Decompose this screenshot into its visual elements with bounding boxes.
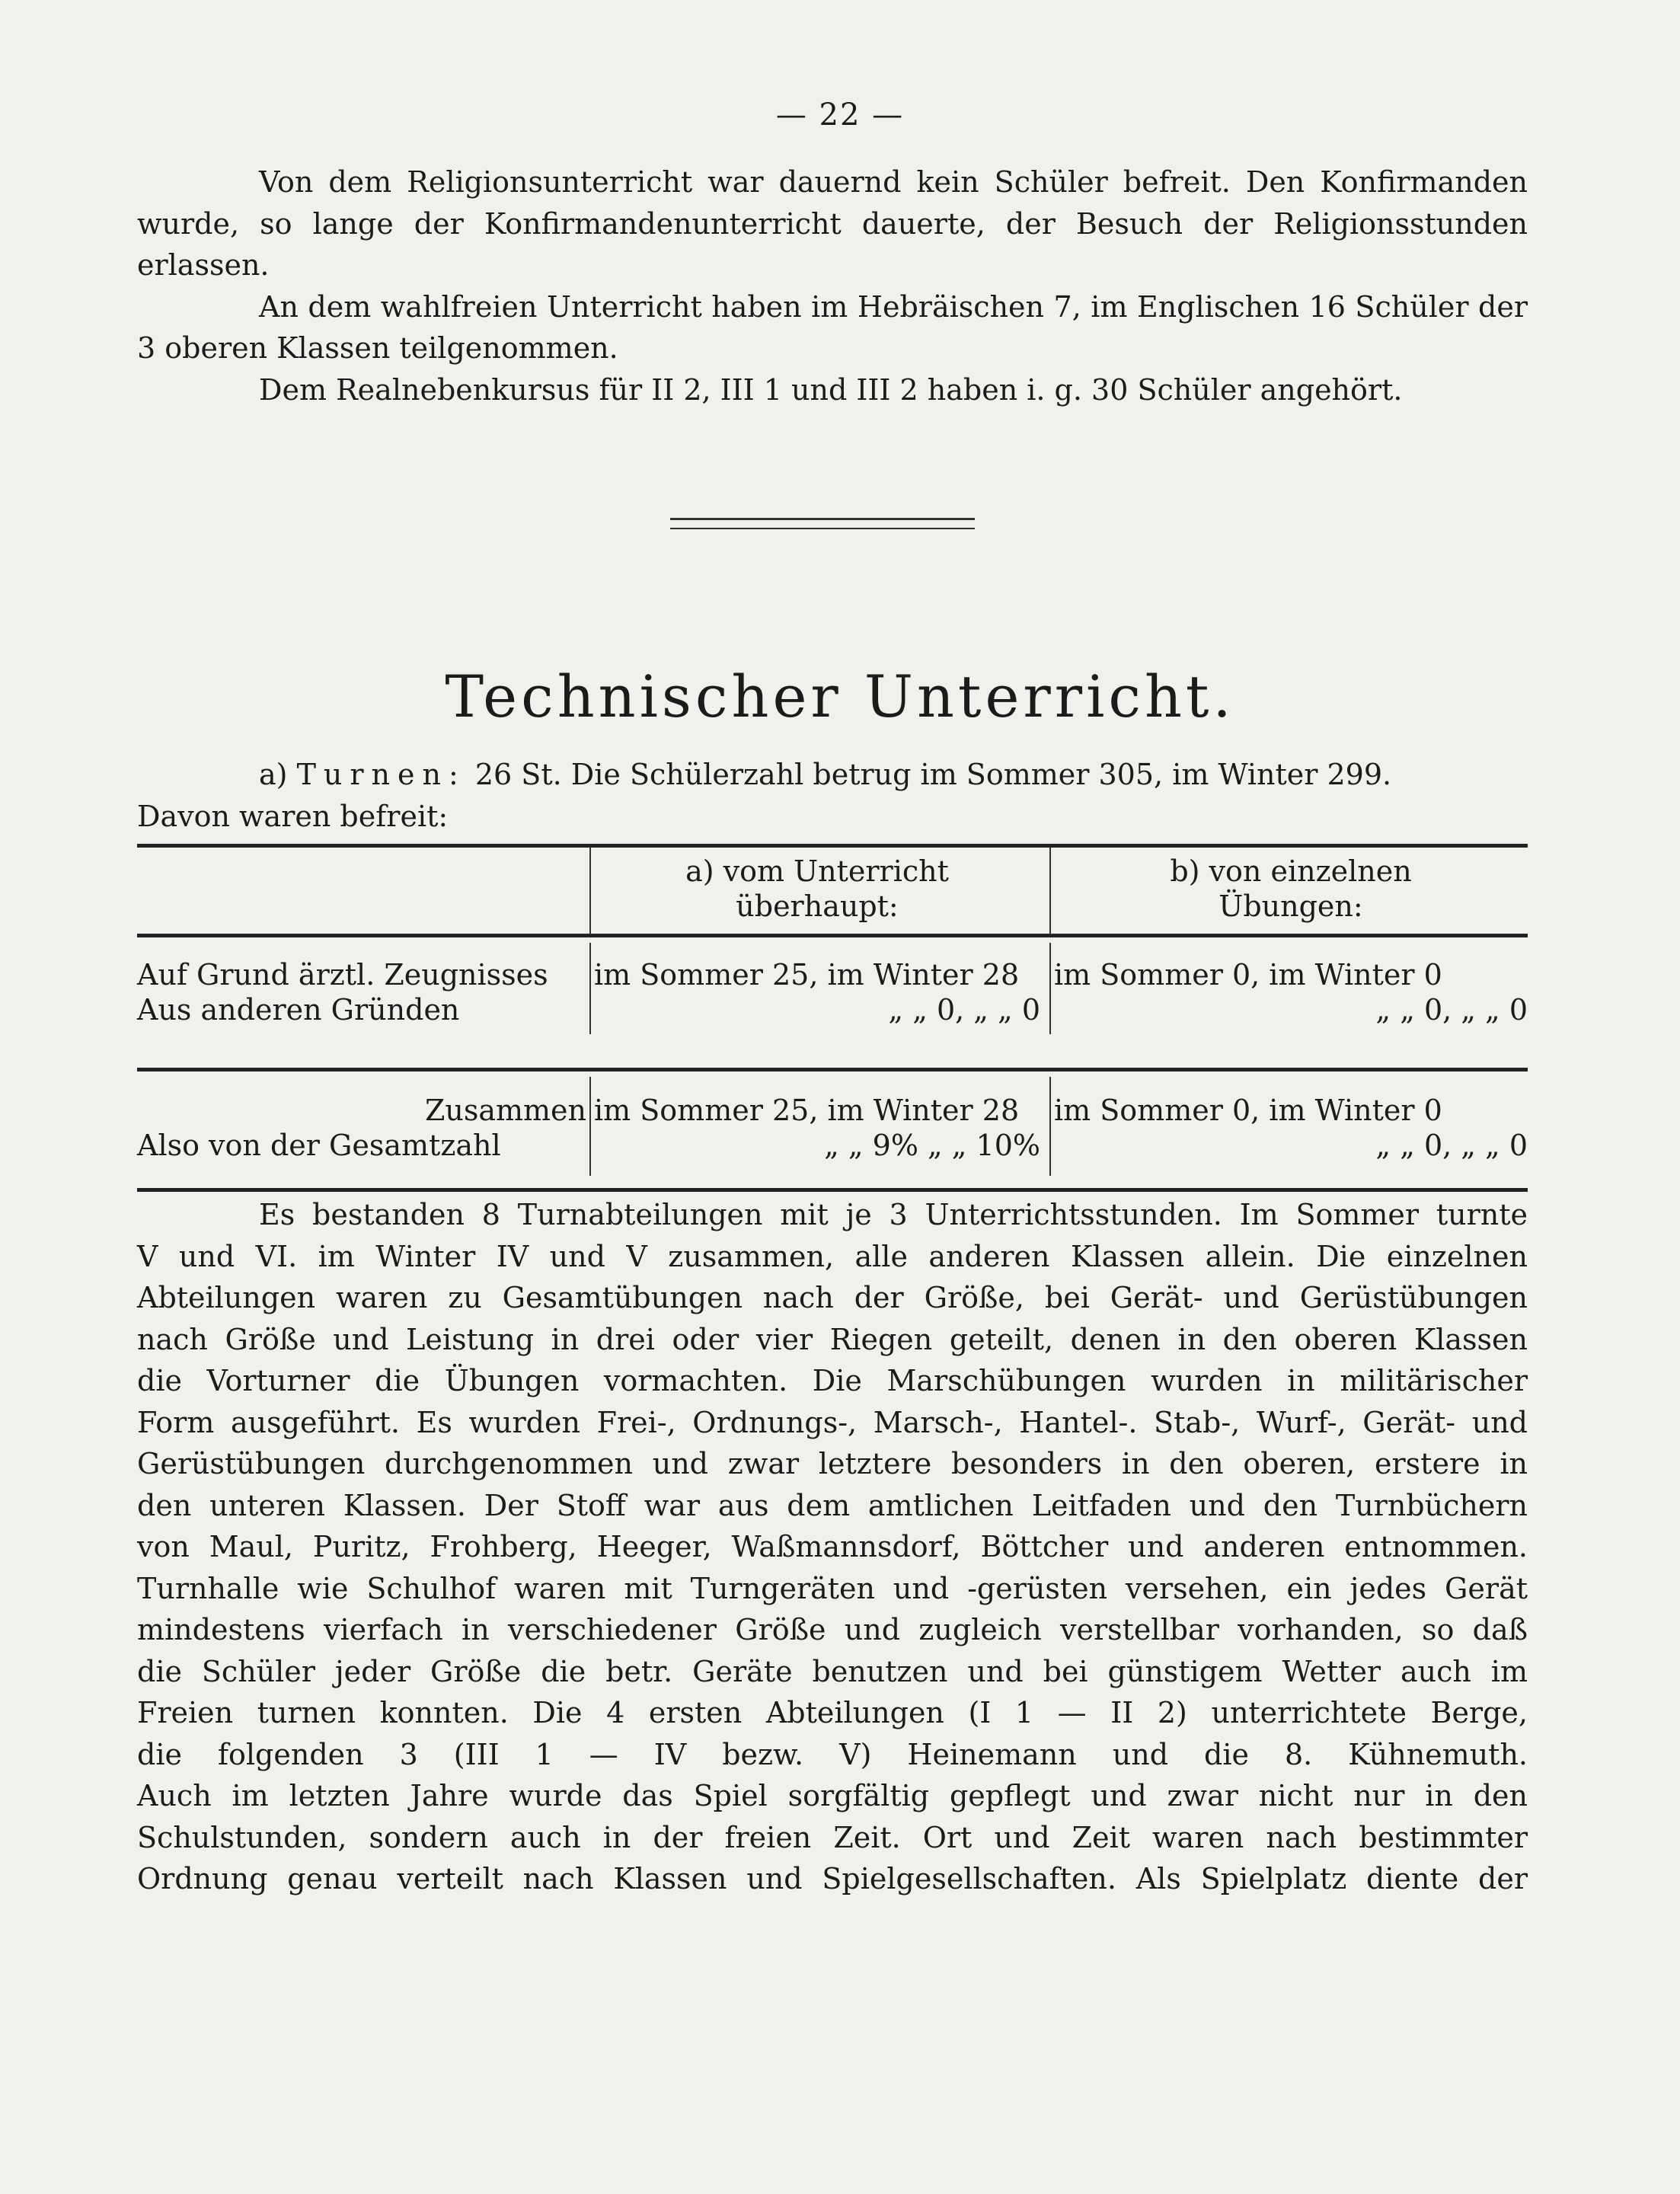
paragraph-optional-lessons: An dem wahlfreien Unterricht haben im Hebräischen 7, im Englischen 16 Schüler der 3 oberen Klassen teilgenommen. (137, 289, 1528, 365)
turnen-text: 26 St. Die Schülerzahl betrug im Sommer 305, im Winter 299. (465, 758, 1392, 791)
body-line: V und VI. im Winter IV und V zusammen, alle anderen Klassen allein. Die einzelnen (137, 1239, 1528, 1273)
body-line: von Maul, Puritz, Frohberg, Heeger, Waßmannsdorf, Böttcher und anderen entnommen. (137, 1530, 1528, 1563)
row-label-total: Zusammen (424, 1094, 586, 1127)
row-value-a: im Sommer 25, im Winter 28 (594, 1094, 1020, 1127)
table-divider (589, 848, 591, 934)
section-title: Technischer Unterricht. (445, 663, 1235, 730)
table-divider (1049, 943, 1051, 1034)
row-value-b: „ „ 0, „ „ 0 (1375, 1129, 1528, 1162)
row-label: Also von der Gesamtzahl (137, 1129, 501, 1162)
table-divider (1049, 848, 1051, 934)
table-rule-bottom (137, 1188, 1528, 1192)
table-rule-top (137, 844, 1528, 848)
page-number: — 22 — (775, 97, 905, 133)
table-divider (1049, 1077, 1051, 1176)
row-label: Aus anderen Gründen (137, 993, 460, 1027)
body-line: nach Größe und Leistung in drei oder vier Riegen geteilt, denen in den oberen Klassen (137, 1322, 1528, 1356)
body-line: die folgenden 3 (III 1 — IV bezw. V) Heinemann und die 8. Kühnemuth. (137, 1737, 1528, 1771)
turnen-line (137, 754, 1528, 796)
table-rule-header (137, 934, 1528, 937)
row-value-b: „ „ 0, „ „ 0 (1375, 993, 1528, 1027)
body-line: Freien turnen konnten. Die 4 ersten Abteilungen (I 1 — II 2) unterrichtete Berge, (137, 1696, 1528, 1729)
col-a-header: a) vom Unterricht (685, 854, 949, 888)
turnen-exempt-line: Davon waren befreit: (137, 799, 449, 833)
intro-section (137, 161, 1528, 410)
row-value-a: „ „ 0, „ „ 0 (888, 993, 1040, 1027)
section-divider-ornament (670, 518, 975, 529)
table-rule-middle (137, 1068, 1528, 1071)
turnen-intro (137, 754, 1528, 837)
row-value-a: „ „ 9% „ „ 10% (824, 1129, 1040, 1162)
table-divider (589, 943, 591, 1034)
body-line: Schulstunden, sondern auch in der freien Zeit. Ort und Zeit waren nach bestimmter (137, 1820, 1528, 1854)
paragraph-religion: Von dem Religionsunterricht war dauernd kein Schüler befreit. Den Konfirmanden wurde, so lange der Konfirmandenunterricht dauerte, der Besuch der Religionsstunden erlassen. (137, 165, 1528, 282)
body-line: Auch im letzten Jahre wurde das Spiel sorgfältig gepflegt und zwar nicht nur in den (137, 1779, 1528, 1812)
body-line: die Schüler jeder Größe die betr. Geräte benutzen und bei günstigem Wetter auch im (137, 1654, 1528, 1688)
col-b-header: b) von einzelnen (1170, 854, 1412, 888)
turnen-description (137, 1194, 1528, 1900)
row-label: Auf Grund ärztl. Zeugnisses (137, 958, 548, 992)
col-a-subheader: überhaupt: (736, 889, 899, 923)
body-line: Gerüstübungen durchgenommen und zwar letztere besonders in den oberen, erstere in (137, 1447, 1528, 1480)
row-value-b: im Sommer 0, im Winter 0 (1054, 1094, 1442, 1127)
row-value-a: im Sommer 25, im Winter 28 (594, 958, 1020, 992)
body-line: Form ausgeführt. Es wurden Frei-, Ordnungs-, Marsch-, Hantel-. Stab-, Wurf-, Gerät- und (137, 1405, 1528, 1439)
body-line: Es bestanden 8 Turnabteilungen mit je 3 Unterrichtsstunden. Im Sommer turnte (259, 1198, 1528, 1231)
turnen-prefix: a) (259, 758, 297, 791)
row-value-b: im Sommer 0, im Winter 0 (1054, 958, 1442, 992)
turnen-label: Turnen: (296, 758, 466, 791)
body-line: mindestens vierfach in verschiedener Größe und zugleich verstellbar vorhanden, so daß (137, 1613, 1528, 1646)
body-line: die Vorturner die Übungen vormachten. Die Marschübungen wurden in militärischer (137, 1364, 1528, 1397)
body-line: den unteren Klassen. Der Stoff war aus dem amtlichen Leitfaden und den Turnbüchern (137, 1488, 1528, 1522)
paragraph-realnebenkursus: Dem Realnebenkursus für II 2, III 1 und III 2 haben i. g. 30 Schüler angehört. (259, 372, 1403, 407)
body-line: Turnhalle wie Schulhof waren mit Turngeräten und -gerüsten versehen, ein jedes Gerät (137, 1571, 1528, 1605)
body-line: Abteilungen waren zu Gesamtübungen nach der Größe, bei Gerät- und Gerüstübungen (137, 1281, 1528, 1314)
table-divider (589, 1077, 591, 1176)
exemption-table (137, 844, 1528, 1202)
col-b-subheader: Übungen: (1218, 889, 1363, 923)
body-line: Ordnung genau verteilt nach Klassen und Spielgesellschaften. Als Spielplatz diente der (137, 1862, 1528, 1895)
